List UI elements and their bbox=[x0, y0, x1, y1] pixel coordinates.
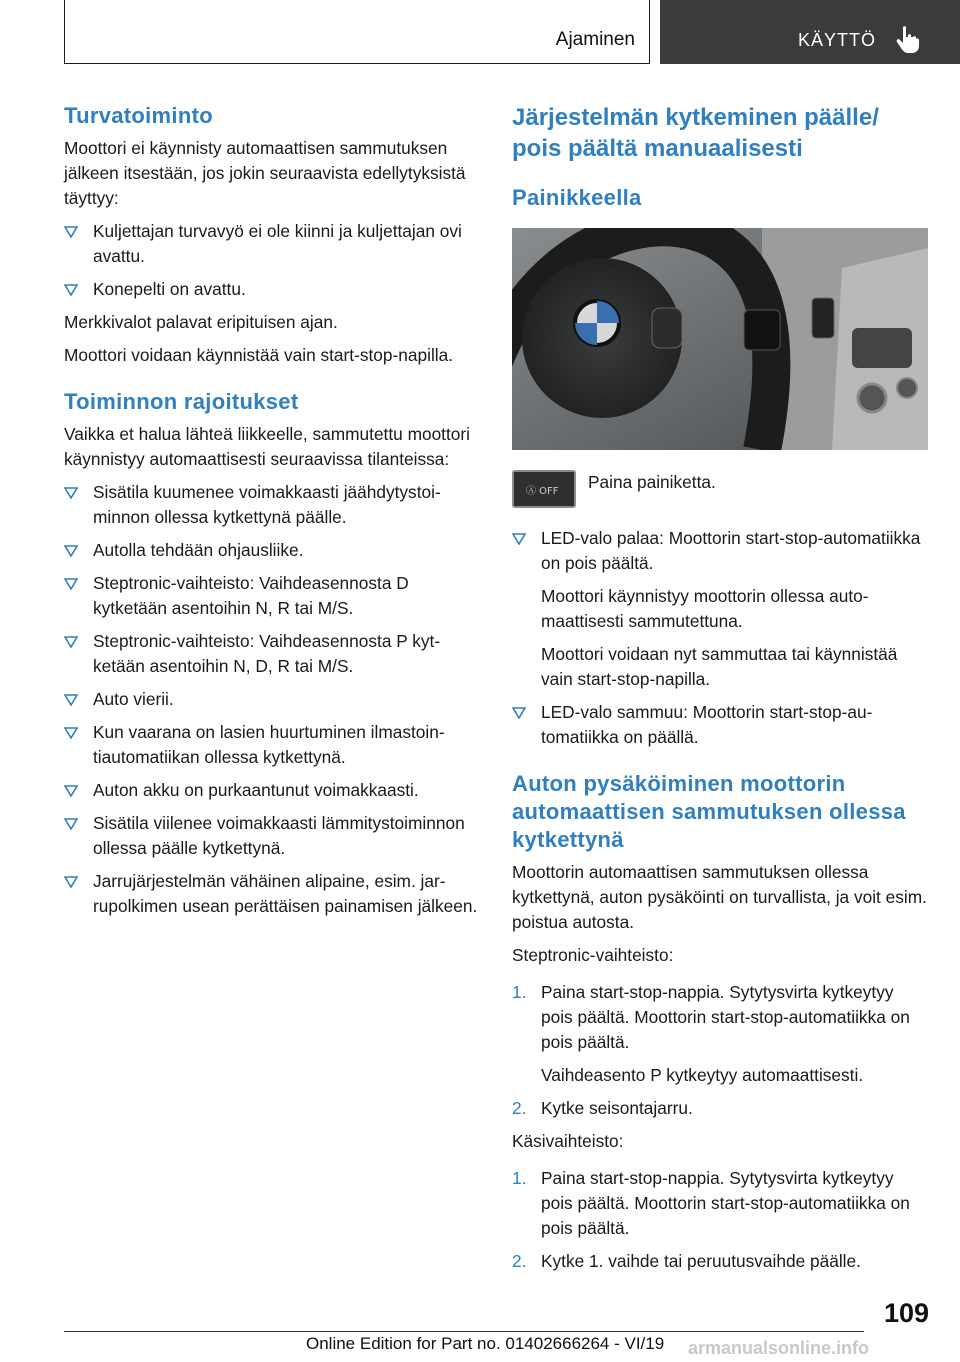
page-number: 109 bbox=[884, 1298, 930, 1328]
step-item bbox=[512, 1249, 928, 1274]
step-item bbox=[512, 1166, 928, 1241]
triangle-bullet-icon bbox=[64, 876, 78, 888]
heading-safety: Turvatoiminto bbox=[64, 103, 213, 128]
led-on-text: LED-valo palaa: Moottorin start-stop-automatiikka on pois päältä. bbox=[541, 528, 921, 573]
safety-item-2: Konepelti on avattu. bbox=[93, 279, 246, 299]
heading-manual-toggle: Järjestelmän kytkeminen päälle/ pois päältä manuaalisesti bbox=[512, 104, 879, 162]
list-item bbox=[64, 687, 484, 712]
list-item bbox=[64, 811, 484, 861]
limits-intro: Vaikka et halua lähteä liikkeelle, sammutettu moottori käynnistyy automaattisesti seuraavissa tilanteissa: bbox=[64, 424, 470, 469]
step-number: 1. bbox=[512, 982, 527, 1002]
button-icon-label: Ⓐ OFF bbox=[526, 486, 559, 497]
triangle-bullet-icon bbox=[64, 545, 78, 557]
safety-intro: Moottori ei käynnisty automaattisen sammutuksen jälkeen itsestään, jos jokin seuraavista edellytyksistä täyttyy: bbox=[64, 138, 466, 208]
list-item bbox=[64, 629, 484, 679]
step-text: Kytke 1. vaihde tai peruutusvaihde päälle. bbox=[541, 1251, 861, 1271]
limits-item-2: Autolla tehdään ohjausliike. bbox=[93, 540, 304, 560]
limits-item-6: Kun vaarana on lasien huurtuminen ilmastointiautomatiikan ollessa kytkettynä. bbox=[93, 722, 445, 767]
list-item bbox=[512, 526, 928, 692]
button-instruction bbox=[512, 470, 928, 514]
step-item bbox=[512, 980, 928, 1088]
steering-wheel-illustration bbox=[512, 228, 928, 450]
watermark: armanualsonline.info bbox=[688, 1338, 870, 1358]
triangle-bullet-icon bbox=[64, 284, 78, 296]
step-sub-text: Vaihdeasento P kytkeytyy automaattisesti. bbox=[541, 1065, 864, 1085]
step-text: Paina start-stop-nappia. Sytytysvirta kytkeytyy pois päältä. Moottorin start-stop-automatiikka on pois päältä. bbox=[541, 982, 910, 1052]
step-number: 1. bbox=[512, 1168, 527, 1188]
step-text: Paina start-stop-nappia. Sytytysvirta kytkeytyy pois päältä. Moottorin start-stop-automatiikka on pois päältä. bbox=[541, 1168, 910, 1238]
footer-edition: Online Edition for Part no. 01402666264 - VI/19 bbox=[306, 1334, 665, 1353]
limits-item-1: Sisätila kuumenee voimakkaasti jäähdytystoiminnon ollessa kytkettynä päälle. bbox=[93, 482, 441, 527]
step-item bbox=[512, 1096, 928, 1121]
step-number: 2. bbox=[512, 1098, 527, 1118]
left-column bbox=[64, 102, 484, 919]
triangle-bullet-icon bbox=[64, 694, 78, 706]
press-instruction: Paina painiketta. bbox=[588, 472, 716, 492]
triangle-bullet-icon bbox=[512, 707, 526, 719]
triangle-bullet-icon bbox=[64, 818, 78, 830]
header-chapter-label: KÄYTTÖ bbox=[798, 30, 877, 50]
list-item bbox=[64, 720, 484, 770]
header-section-box bbox=[64, 0, 650, 64]
led-on-sub-1: Moottori käynnistyy moottorin ollessa automaattisesti sammutettuna. bbox=[541, 586, 869, 631]
led-on-sub-2: Moottori voidaan nyt sammuttaa tai käynnistää vain start-stop-napilla. bbox=[541, 644, 898, 689]
triangle-bullet-icon bbox=[64, 636, 78, 648]
safety-item-1: Kuljettajan turvavyö ei ole kiinni ja kuljettajan ovi avattu. bbox=[93, 221, 462, 266]
triangle-bullet-icon bbox=[64, 785, 78, 797]
heading-limits: Toiminnon rajoitukset bbox=[64, 389, 299, 414]
step-number: 2. bbox=[512, 1251, 527, 1271]
list-item bbox=[64, 538, 484, 563]
list-item bbox=[512, 700, 928, 750]
triangle-bullet-icon bbox=[64, 727, 78, 739]
list-item bbox=[64, 219, 484, 269]
pointing-hand-icon bbox=[896, 26, 920, 54]
steptronic-label: Steptronic-vaihteisto: bbox=[512, 945, 674, 965]
safety-paragraph-2: Moottori voidaan käynnistää vain start-stop-napilla. bbox=[64, 345, 454, 365]
limits-item-5: Auto vierii. bbox=[93, 689, 174, 709]
list-item bbox=[64, 277, 484, 302]
limits-item-9: Jarrujärjestelmän vähäinen alipaine, esim. jarrupolkimen usean perättäisen painamisen jälkeen. bbox=[93, 871, 478, 916]
manual-gearbox-label: Käsivaihteisto: bbox=[512, 1131, 624, 1151]
parking-intro: Moottorin automaattisen sammutuksen ollessa kytkettynä, auton pysäköinti on turvallista, ja voit esim. poistua autosta. bbox=[512, 862, 927, 932]
heading-button: Painikkeella bbox=[512, 185, 642, 210]
right-column bbox=[512, 102, 928, 1274]
limits-item-7: Auton akku on purkaantunut voimakkaasti. bbox=[93, 780, 419, 800]
auto-start-stop-off-button-icon bbox=[512, 470, 576, 508]
triangle-bullet-icon bbox=[512, 533, 526, 545]
triangle-bullet-icon bbox=[64, 578, 78, 590]
list-item bbox=[64, 869, 484, 919]
limits-item-3: Steptronic-vaihteisto: Vaihdeasennosta D kytketään asentoihin N, R tai M/S. bbox=[93, 573, 409, 618]
led-off-text: LED-valo sammuu: Moottorin start-stop-automatiikka on päällä. bbox=[541, 702, 873, 747]
header-section-label: Ajaminen bbox=[555, 29, 635, 50]
limits-item-8: Sisätila viilenee voimakkaasti lämmitystoiminnon ollessa päälle kytkettynä. bbox=[93, 813, 465, 858]
list-item bbox=[64, 571, 484, 621]
triangle-bullet-icon bbox=[64, 487, 78, 499]
safety-paragraph-1: Merkkivalot palavat eripituisen ajan. bbox=[64, 312, 338, 332]
triangle-bullet-icon bbox=[64, 226, 78, 238]
steering-wheel-photo bbox=[512, 228, 928, 450]
step-text: Kytke seisontajarru. bbox=[541, 1098, 693, 1118]
footer-divider bbox=[64, 1331, 864, 1332]
list-item bbox=[64, 778, 484, 803]
limits-item-4: Steptronic-vaihteisto: Vaihdeasennosta P kytketään asentoihin N, D, R tai M/S. bbox=[93, 631, 441, 676]
heading-parking: Auton pysäköiminen moottorin automaattisen sammutuksen ollessa kytkettynä bbox=[512, 771, 906, 852]
list-item bbox=[64, 480, 484, 530]
